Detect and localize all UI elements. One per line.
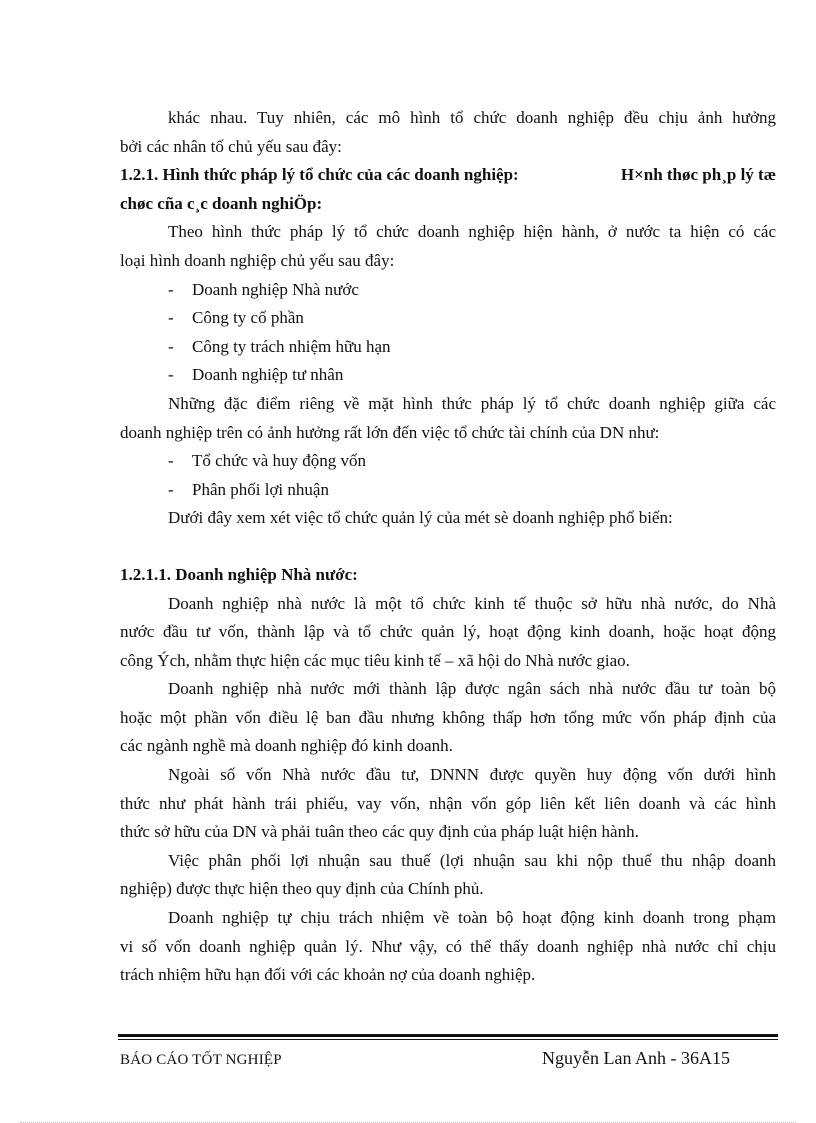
list-item-text: Tổ chức và huy động vốn — [192, 451, 366, 471]
bullet-marker: - — [168, 451, 174, 471]
bullet-marker: - — [168, 336, 174, 356]
list-item — [120, 476, 776, 505]
list-item — [120, 447, 776, 476]
paragraph-line: doanh nghiệp trên có ảnh hưởng rất lớn đến việc tổ chức tài chính của DN như: — [120, 422, 660, 442]
paragraph-line: Theo hình thức pháp lý tổ chức doanh nghiệp hiện hành, ở nước ta hiện có các — [168, 222, 776, 242]
paragraph-line: các ngành nghề mà doanh nghiệp đó kinh doanh. — [120, 736, 453, 756]
section-heading-1-2-1 — [120, 161, 776, 190]
bullet-marker: - — [168, 279, 174, 299]
bullet-marker: - — [168, 365, 174, 385]
paragraph-line: loại hình doanh nghiệp chủ yếu sau đây: — [120, 250, 395, 270]
paragraph-line: công Ých, nhằm thực hiện các mục tiêu kinh tế – xã hội do Nhà nước giao. — [120, 650, 630, 670]
section-heading-garbled-title: H×nh thøc ph¸p lý tæ — [620, 165, 776, 185]
paragraph-line: khác nhau. Tuy nhiên, các mô hình tổ chức doanh nghiệp đều chịu ảnh hưởng — [168, 108, 776, 127]
section-heading-continuation: chøc cña c¸c doanh nghiÖp: — [120, 193, 323, 213]
bullet-marker: - — [168, 479, 174, 499]
paragraph-line: vi số vốn doanh nghiệp quản lý. Như vậy, có thể thấy doanh nghiệp nhà nước chỉ chịu — [120, 936, 776, 956]
paragraph-line: Doanh nghiệp tự chịu trách nhiệm về toàn bộ hoạt động kinh doanh trong phạm — [168, 908, 776, 928]
footer-author: Nguyễn Lan Anh - 36A15 — [542, 1048, 730, 1068]
paragraph-line: Ngoài số vốn Nhà nước đầu tư, DNNN được quyền huy động vốn dưới hình — [168, 765, 776, 785]
paragraph-line: Doanh nghiệp nhà nước mới thành lập được ngân sách nhà nước đầu tư toàn bộ — [168, 679, 776, 699]
paragraph-line: Những đặc điểm riêng về mặt hình thức pháp lý tổ chức doanh nghiệp giữa các — [168, 393, 776, 413]
list-item-text: Công ty cổ phần — [192, 308, 304, 328]
footer-report-label: BÁO CÁO TỐT NGHIỆP — [120, 1052, 282, 1068]
paragraph-line: trách nhiệm hữu hạn đối với các khoản nợ của doanh nghiệp. — [120, 965, 536, 985]
list-item — [120, 276, 776, 305]
section-heading-1-2-1-1: 1.2.1.1. Doanh nghiệp Nhà nước: — [120, 564, 358, 584]
list-item-text: Doanh nghiệp tư nhân — [192, 365, 344, 385]
paragraph-line: hoặc một phần vốn điều lệ ban đầu nhưng không thấp hơn tổng mức vốn pháp định của — [120, 707, 776, 727]
footer-divider-thin — [118, 1039, 778, 1040]
section-spacer — [120, 533, 776, 561]
list-item — [120, 361, 776, 390]
paragraph-line: Dưới đây xem xét việc tổ chức quản lý của mét sè doanh nghiệp phổ biến: — [168, 508, 673, 528]
paragraph-line: thức như phát hành trái phiếu, vay vốn, nhận vốn góp liên kết liên doanh và các hình — [120, 793, 776, 813]
list-item-text: Doanh nghiệp Nhà nước — [192, 279, 359, 299]
footer-divider-thick — [118, 1034, 778, 1037]
paragraph-line: thức sở hữu của DN và phải tuân theo các quy định của pháp luật hiện hành. — [120, 822, 639, 842]
paragraph-line: nghiệp) được thực hiện theo quy định của Chính phủ. — [120, 879, 484, 899]
section-heading-title: 1.2.1. Hình thức pháp lý tổ chức của các doanh nghiệp: — [120, 165, 519, 185]
list-item-text: Công ty trách nhiệm hữu hạn — [192, 336, 391, 356]
paragraph-line: bởi các nhân tố chủ yếu sau đây: — [120, 136, 342, 156]
bullet-marker: - — [168, 308, 174, 328]
paragraph-line: Việc phân phối lợi nhuận sau thuế (lợi nhuận sau khi nộp thuế thu nhập doanh — [168, 850, 776, 870]
paragraph-line: Doanh nghiệp nhà nước là một tổ chức kinh tế thuộc sở hữu nhà nước, do Nhà — [168, 593, 776, 613]
paragraph-line: nước đầu tư vốn, thành lập và tổ chức quản lý, hoạt động kinh doanh, hoặc hoạt động — [120, 622, 776, 642]
list-item — [120, 333, 776, 362]
list-item-text: Phân phối lợi nhuận — [192, 479, 329, 499]
document-body — [120, 104, 776, 990]
list-item — [120, 304, 776, 333]
